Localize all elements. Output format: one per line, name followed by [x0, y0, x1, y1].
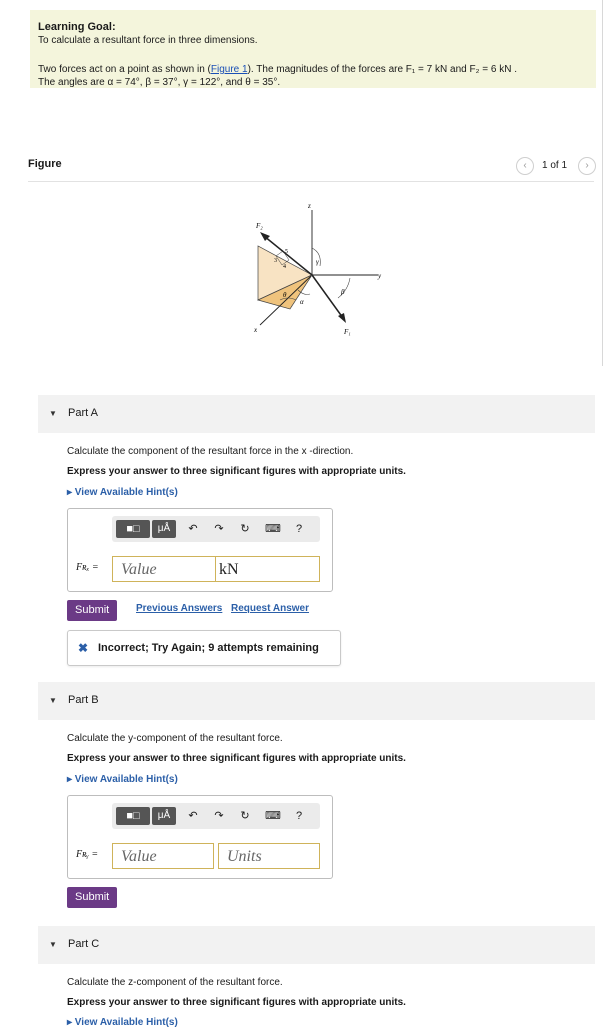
math-toolbar [112, 516, 320, 542]
part-c-header[interactable] [38, 926, 595, 964]
redo-icon[interactable]: ↷ [214, 810, 224, 822]
incorrect-icon: ✖ [78, 641, 89, 655]
part-b-variable: Fʀᵧ = [76, 849, 99, 860]
part-b-question: Calculate the y-component of the resultant force. [67, 733, 283, 744]
undo-icon[interactable]: ↶ [188, 810, 198, 822]
part-a-header[interactable] [38, 395, 595, 433]
collapse-caret-icon[interactable]: ▼ [49, 696, 57, 705]
beta-label: β [341, 288, 345, 296]
figure-page-count: 1 of 1 [542, 160, 568, 171]
part-b-answer-box [67, 795, 333, 879]
learning-goal-box [30, 10, 596, 88]
problem-angles: The angles are α = 74°, β = 37°, γ = 122°, and θ = 35°. [38, 77, 281, 88]
units-icon[interactable]: μÅ [152, 807, 176, 825]
z-label: z [308, 202, 311, 210]
help-icon[interactable]: ? [295, 810, 303, 822]
reset-icon[interactable]: ↻ [240, 810, 250, 822]
part-a-hints-link[interactable]: ▸ View Available Hint(s) [67, 487, 178, 498]
part-b-label: Part B [68, 694, 99, 706]
units-icon[interactable]: μÅ [152, 520, 176, 538]
templates-icon[interactable]: ■□ [116, 807, 150, 825]
slope-3-label: 3 [274, 258, 277, 264]
part-c-question: Calculate the z-component of the resultant force. [67, 977, 283, 988]
part-c-instruction: Express your answer to three significant figures with appropriate units. [67, 997, 406, 1008]
theta-label: θ [283, 291, 287, 299]
problem-text-start: Two forces act on a point as shown in ( [38, 64, 211, 75]
alpha-label: α [300, 298, 304, 306]
part-a-answer-box [67, 508, 333, 592]
part-c-hints-link[interactable]: ▸ View Available Hint(s) [67, 1017, 178, 1028]
part-a-value-input[interactable]: Value [112, 556, 216, 582]
math-toolbar [112, 803, 320, 829]
part-a-units-input[interactable]: kN [215, 556, 320, 582]
redo-icon[interactable]: ↷ [214, 523, 224, 535]
slope-4-label: 4 [283, 264, 286, 270]
figure-link[interactable]: Figure 1 [210, 64, 248, 75]
part-b-submit-button[interactable]: Submit [67, 887, 117, 908]
x-label: x [254, 326, 258, 334]
previous-answers-link[interactable]: Previous Answers [136, 603, 223, 614]
gamma-label: γ [316, 258, 319, 266]
f2-label: F₂ [256, 222, 263, 230]
problem-statement [38, 64, 517, 75]
part-b-header[interactable] [38, 682, 595, 720]
learning-goal-subtitle: To calculate a resultant force in three dimensions. [38, 35, 258, 46]
part-a-instruction: Express your answer to three significant figures with appropriate units. [67, 466, 406, 477]
part-b-value-input[interactable]: Value [112, 843, 214, 869]
part-b-units-input[interactable]: Units [218, 843, 320, 869]
part-a-submit-button[interactable]: Submit [67, 600, 117, 621]
part-c-label: Part C [68, 938, 100, 950]
f1-label: F₁ [344, 328, 351, 336]
prev-figure-icon[interactable]: ‹ [516, 157, 534, 175]
part-b-hints-link[interactable]: ▸ View Available Hint(s) [67, 774, 178, 785]
keyboard-icon[interactable]: ⌨ [265, 523, 281, 535]
help-icon[interactable]: ? [295, 523, 303, 535]
request-answer-link[interactable]: Request Answer [231, 603, 309, 614]
collapse-caret-icon[interactable]: ▼ [49, 409, 57, 418]
slope-5-label: 5 [285, 249, 288, 255]
templates-icon[interactable]: ■□ [116, 520, 150, 538]
panel-divider [602, 0, 603, 366]
part-a-feedback [67, 630, 341, 666]
f1-arrowhead [338, 313, 346, 323]
next-figure-icon[interactable]: › [578, 157, 596, 175]
part-a-question: Calculate the component of the resultant force in the x -direction. [67, 446, 354, 457]
learning-goal-heading: Learning Goal: [38, 21, 116, 33]
part-a-label: Part A [68, 407, 98, 419]
part-a-variable: Fʀₓ = [76, 562, 99, 573]
force-diagram [220, 198, 390, 348]
problem-text-end: ). The magnitudes of the forces are F₁ = 7 kN and F₂ = 6 kN . [247, 64, 517, 75]
y-label: y [378, 272, 382, 280]
part-b-instruction: Express your answer to three significant figures with appropriate units. [67, 753, 406, 764]
collapse-caret-icon[interactable]: ▼ [49, 940, 57, 949]
reset-icon[interactable]: ↻ [240, 523, 250, 535]
undo-icon[interactable]: ↶ [188, 523, 198, 535]
f1-vector [312, 275, 343, 318]
figure-separator [28, 181, 594, 182]
feedback-text: Incorrect; Try Again; 9 attempts remaining [98, 642, 319, 654]
keyboard-icon[interactable]: ⌨ [265, 810, 281, 822]
figure-title: Figure [28, 158, 62, 170]
